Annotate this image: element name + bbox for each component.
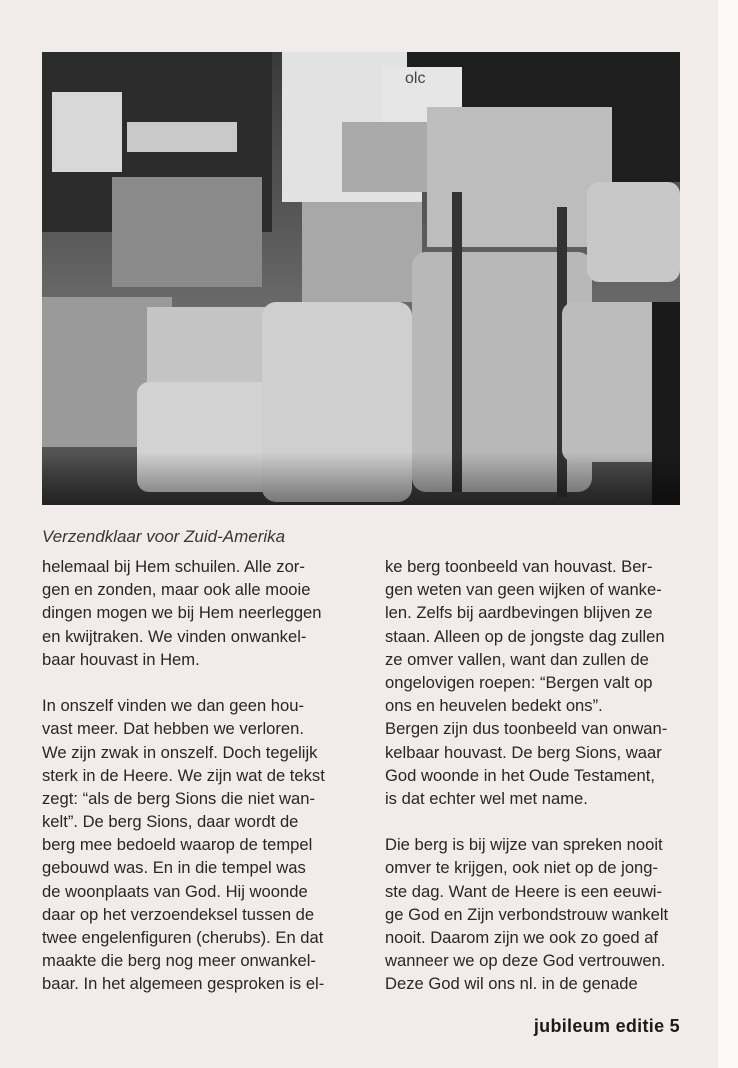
- text-line: sterk in de Heere. We zijn wat de tekst: [42, 765, 325, 785]
- text-line: Die berg is bij wijze van spreken nooit: [385, 835, 663, 855]
- text-line: We zijn zwak in onszelf. Doch tegelijk: [42, 742, 318, 762]
- text-line: God woonde in het Oude Testament,: [385, 765, 655, 785]
- warehouse-photo: [42, 52, 680, 505]
- text-line: dingen mogen we bij Hem neerleggen: [42, 603, 322, 623]
- text-line: nooit. Daarom zijn we ook zo goed af: [385, 928, 659, 947]
- text-line: kelbaar houvast. De berg Sions, waar: [385, 742, 662, 762]
- text-line: maakte die berg nog meer onwankel-: [42, 951, 316, 971]
- text-line: daar op het verzoendeksel tussen de: [42, 904, 315, 924]
- text-line: is dat echter wel met name.: [385, 788, 588, 808]
- right-column: [385, 555, 715, 996]
- text-line: wanneer we op deze God vertrouwen.: [385, 951, 666, 971]
- text-line: helemaal bij Hem schuilen. Alle zor-: [42, 557, 305, 576]
- text-line: ongelovigen roepen: “Bergen valt op: [385, 672, 653, 692]
- text-line: Deze God wil ons nl. in de genade: [385, 974, 638, 994]
- text-line: kelt”. De berg Sions, daar wordt de: [42, 812, 299, 832]
- text-line: gebouwd was. En in die tempel was: [42, 858, 306, 878]
- page-edge: [718, 0, 738, 1068]
- paragraph-gap: [385, 810, 715, 833]
- text-line: staan. Alleen op de jongste dag zullen: [385, 626, 665, 646]
- text-line: de woonplaats van God. Hij woonde: [42, 881, 308, 901]
- text-line: baar houvast in Hem.: [42, 649, 200, 669]
- text-line: ons en heuvelen bedekt ons”.: [385, 696, 603, 716]
- text-line: ste dag. Want de Heere is een eeuwi-: [385, 881, 663, 901]
- text-line: berg mee bedoeld waarop de tempel: [42, 835, 313, 855]
- text-line: vast meer. Dat hebben we verloren.: [42, 719, 304, 739]
- text-line: ge God en Zijn verbondstrouw wankelt: [385, 904, 669, 924]
- text-line: omver te krijgen, ook niet op de jong-: [385, 858, 659, 878]
- text-line: baar. In het algemeen gesproken is el-: [42, 974, 325, 994]
- left-column: [42, 555, 372, 996]
- text-line: en kwijtraken. We vinden onwankel-: [42, 626, 307, 646]
- text-line: Bergen zijn dus toonbeeld van onwan-: [385, 719, 668, 739]
- photo-caption: Verzendklaar voor Zuid-Amerika: [42, 527, 286, 546]
- text-line: zegt: “als de berg Sions die niet wan-: [42, 788, 316, 808]
- text-line: gen en zonden, maar ook alle mooie: [42, 580, 311, 600]
- page-footer: jubileum editie 5: [533, 1016, 680, 1036]
- text-line: ze omver vallen, want dan zullen de: [385, 649, 649, 669]
- box-logo: olc: [405, 70, 426, 87]
- text-line: gen weten van geen wijken of wanke-: [385, 580, 662, 600]
- text-line: twee engelenfiguren (cherubs). En dat: [42, 928, 324, 947]
- text-line: len. Zelfs bij aardbevingen blijven ze: [385, 603, 653, 623]
- paragraph-gap: [42, 671, 372, 694]
- text-line: In onszelf vinden we dan geen hou-: [42, 696, 304, 716]
- text-line: ke berg toonbeeld van houvast. Ber-: [385, 557, 653, 576]
